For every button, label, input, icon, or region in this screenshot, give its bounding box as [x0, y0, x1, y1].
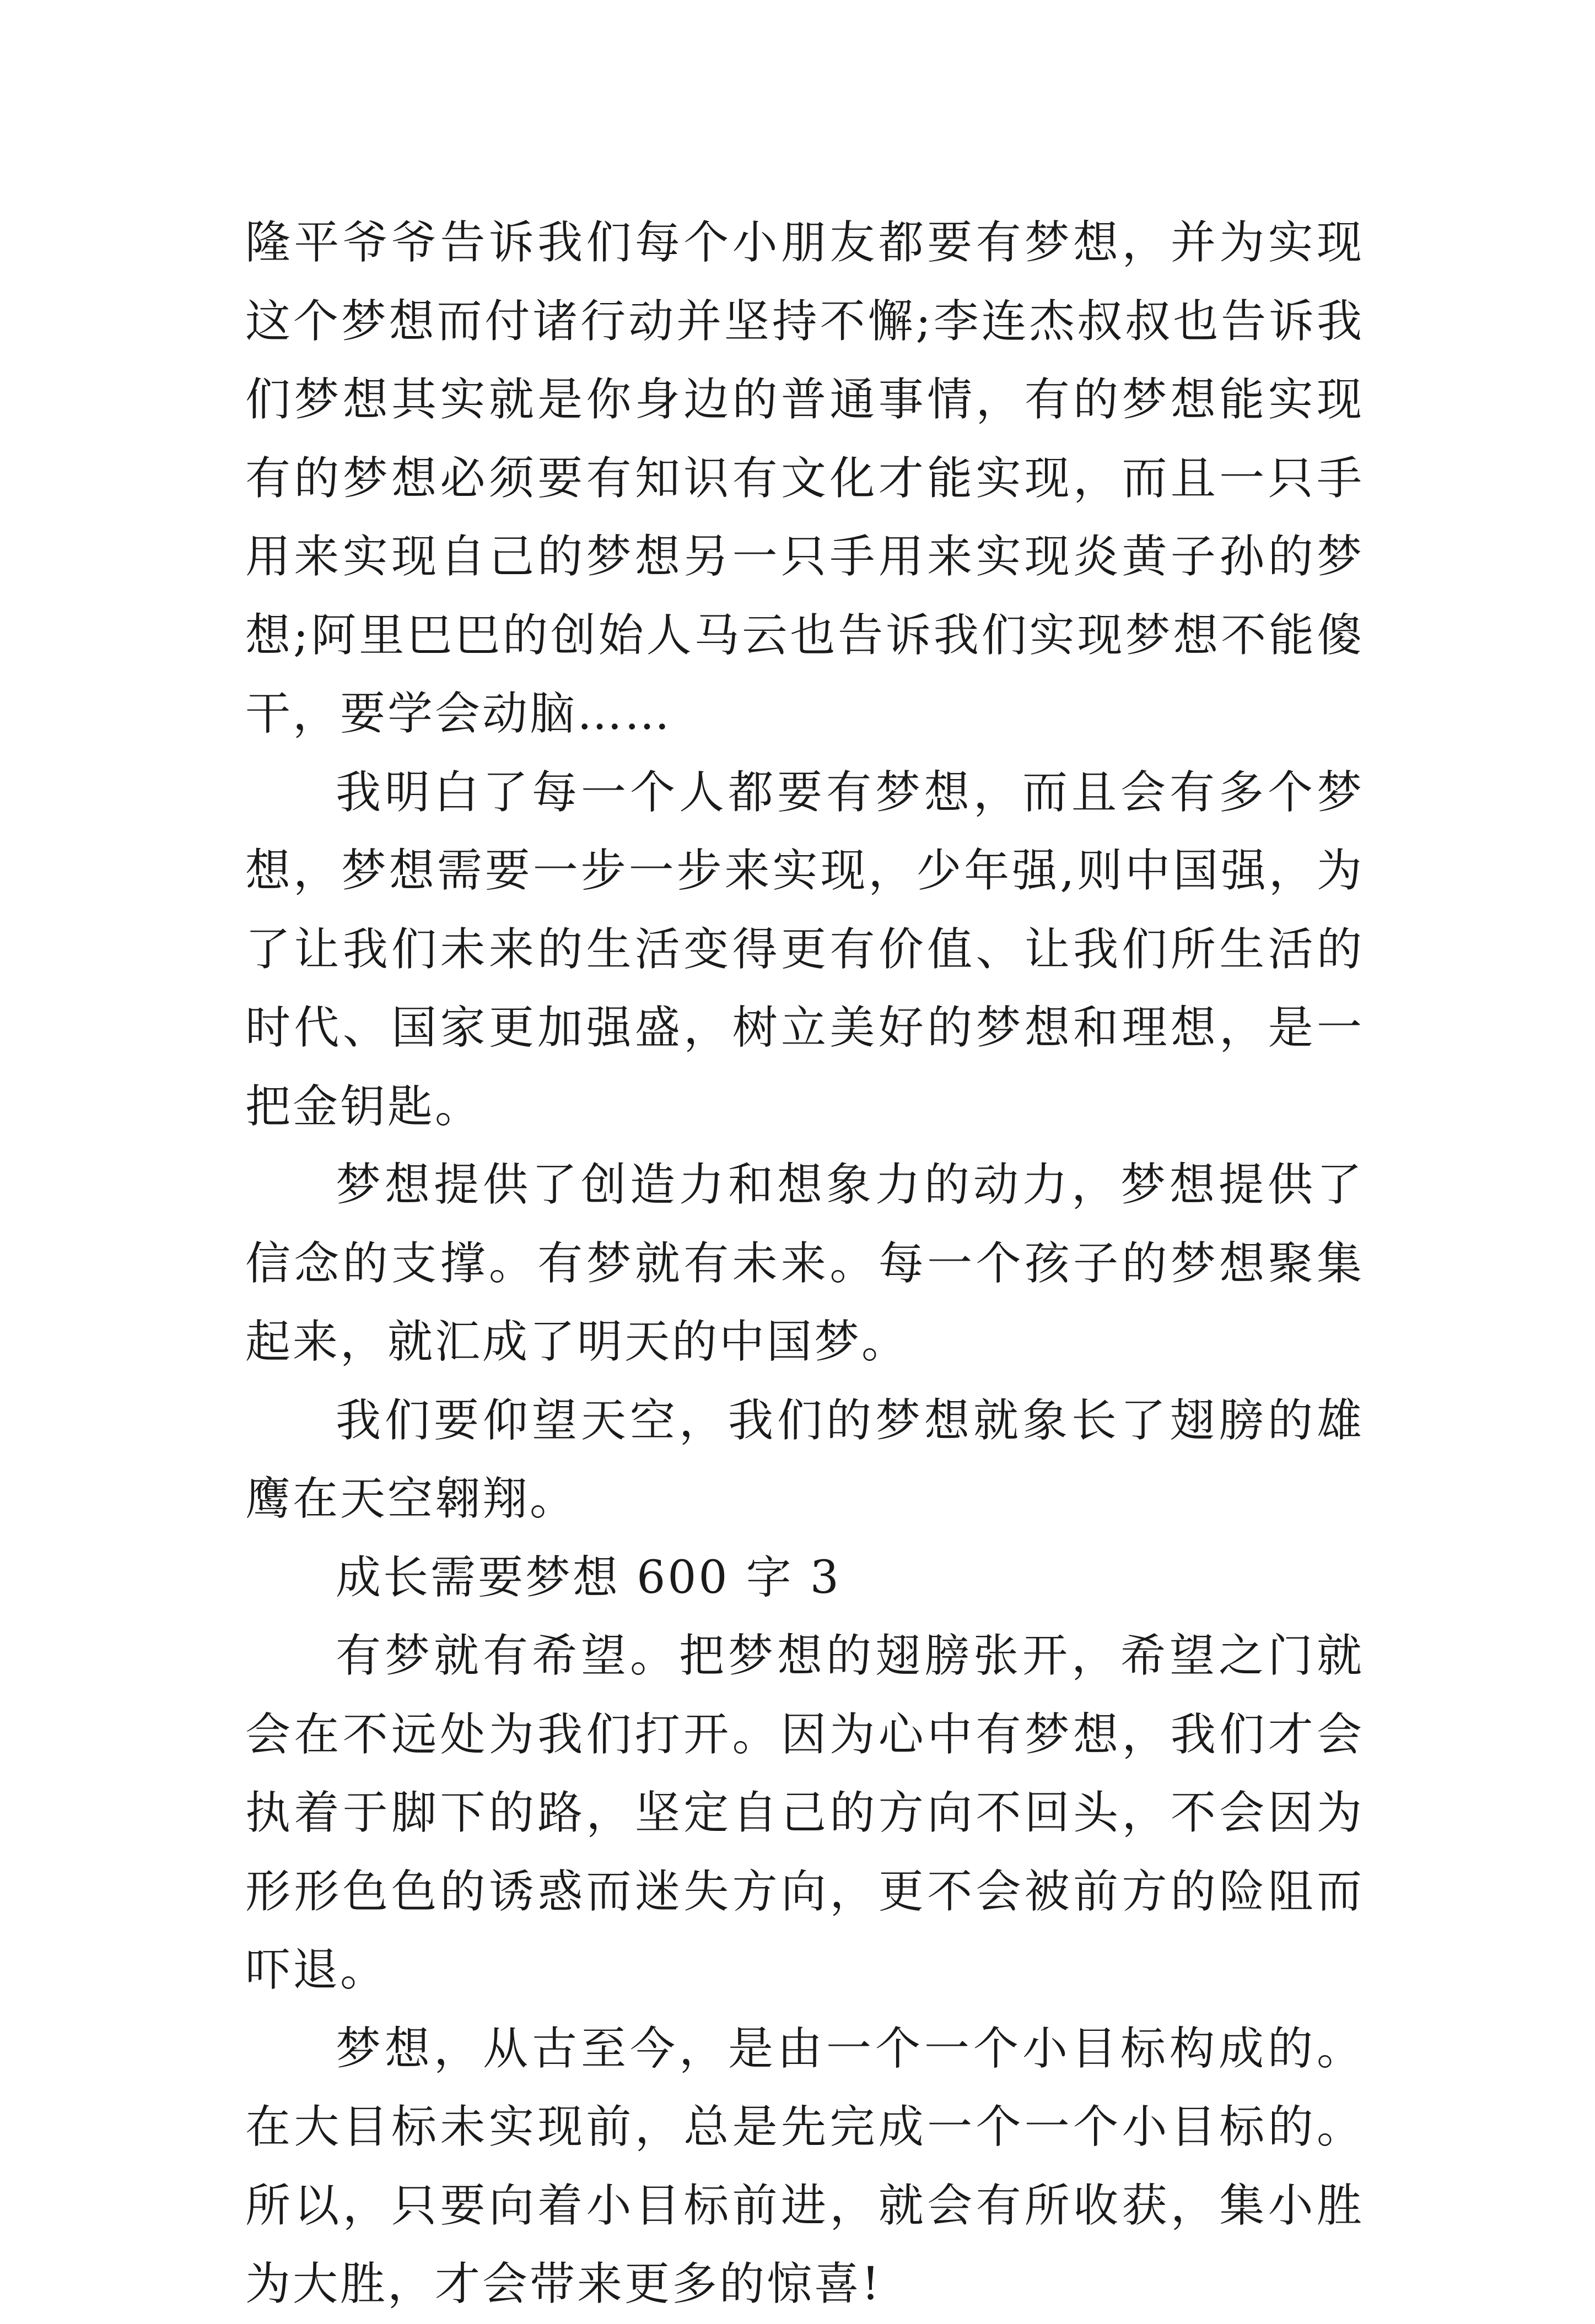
document-body [245, 204, 1364, 2324]
section-heading: 成长需要梦想 600 字 3 [336, 1551, 841, 1604]
paragraph-hope: 有梦就有希望。把梦想的翅膀张开，希望之门就会在不远处为我们打开。因为心中有梦想，我们才会执着于脚下的路，坚定自己的方向不回头，不会因为形形色色的诱惑而迷失方向，更不会被前方的险阻而吓退。 [245, 1630, 1364, 1996]
paragraph-sky: 我们要仰望天空，我们的梦想就象长了翅膀的雄鹰在天空翱翔。 [245, 1394, 1364, 1525]
paragraph-motivation: 梦想提供了创造力和想象力的动力，梦想提供了信念的支撑。有梦就有未来。每一个孩子的梦想聚集起来，就汇成了明天的中国梦。 [245, 1159, 1364, 1368]
paragraph-small-goals: 梦想，从古至今，是由一个一个小目标构成的。在大目标未实现前，总是先完成一个一个小目标的。所以，只要向着小目标前进，就会有所收获，集小胜为大胜，才会带来更多的惊喜! [245, 2022, 1364, 2310]
paragraph-understanding: 我明白了每一个人都要有梦想，而且会有多个梦想，梦想需要一步一步来实现，少年强,则中国强，为了让我们未来的生活变得更有价值、让我们所生活的时代、国家更加强盛，树立美好的梦想和理想，是一把金钥匙。 [245, 766, 1364, 1133]
paragraph-continued: 隆平爷爷告诉我们每个小朋友都要有梦想，并为实现这个梦想而付诸行动并坚持不懈;李连杰叔叔也告诉我们梦想其实就是你身边的普通事情，有的梦想能实现有的梦想必须要有知识有文化才能实现，而且一只手用来实现自己的梦想另一只手用来实现炎黄子孙的梦想;阿里巴巴的创始人马云也告诉我们实现梦想不能傻干，要学会动脑…… [245, 217, 1364, 740]
